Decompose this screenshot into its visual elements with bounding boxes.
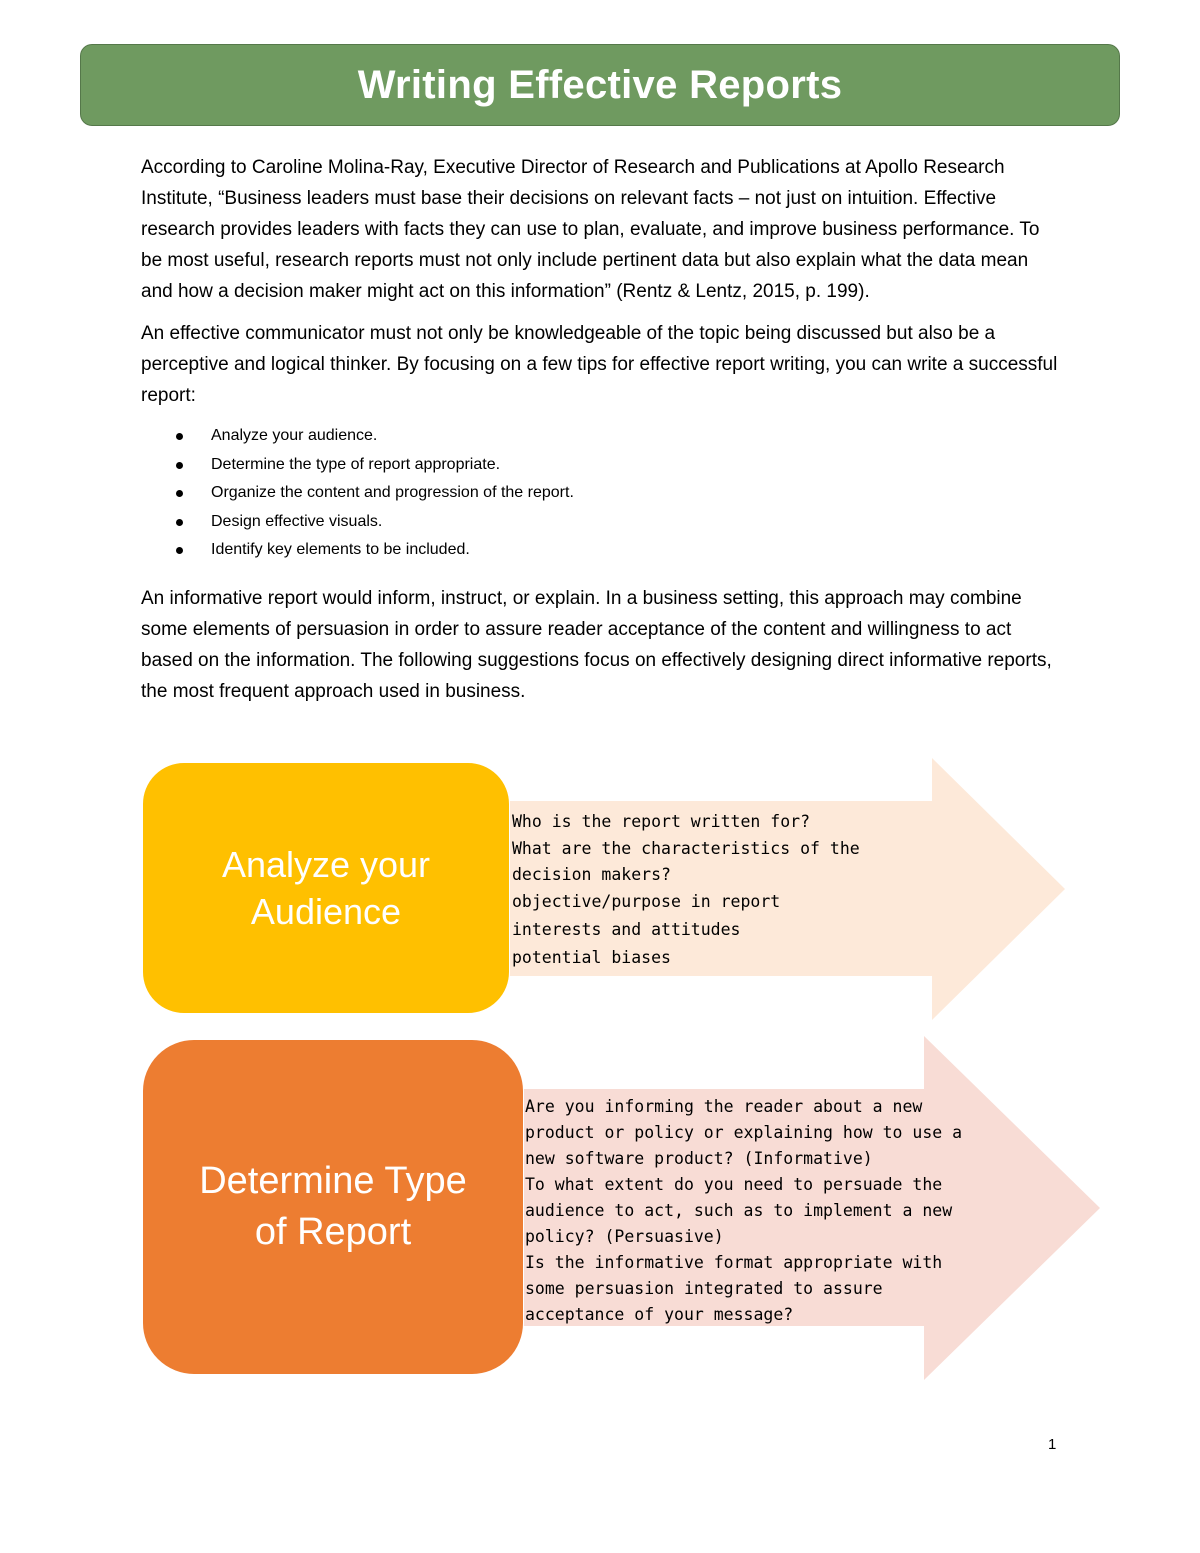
list-item: potential biases [512, 948, 671, 967]
intro-paragraph: According to Caroline Molina-Ray, Executive Director of Research and Publications at Apollo Research Institute, “Business leaders must base their decisions on relevant facts – not just on intuition. Effective research provides leaders with facts they can use to plan, evaluate, and improve business performance. To be most useful, research reports must not only include pertinent data but also explain what the data mean and how a decision maker might act on this information” (Rentz & Lentz, 2015, p. 199). [141, 157, 1040, 302]
step1-question-list [512, 808, 942, 972]
step2-heading-box: Determine Type of Report [142, 1039, 524, 1375]
page-number: 1 [1048, 1436, 1057, 1453]
bullet-icon [176, 490, 183, 497]
list-item: interests and attitudes [512, 920, 741, 939]
communicator-paragraph: An effective communicator must not only be knowledgeable of the topic being discussed but also be a perceptive and logical thinker. By focusing on a few tips for effective report writing, you can write a successful report: [141, 323, 1058, 406]
list-item: Who is the report written for? [512, 812, 811, 831]
informative-paragraph: An informative report would inform, instruct, or explain. In a business setting, this approach may combine some elements of persuasion in order to assure reader acceptance of the content and willingness to act based on the information. The following suggestions focus on effectively designing direct informative reports, the most frequent approach used in business. [141, 587, 1052, 702]
list-item: Is the informative format appropriate with some persuasion integrated to assure acceptance of your message? [525, 1253, 943, 1324]
list-item: Determine the type of report appropriate. [141, 451, 1061, 480]
step1-heading-box: Analyze your Audience [142, 762, 510, 1014]
list-item: objective/purpose in report [512, 892, 781, 911]
list-item: What are the characteristics of the decision makers? [512, 839, 860, 884]
list-item: Organize the content and progression of the report. [141, 479, 1061, 508]
list-item: Design effective visuals. [141, 508, 1061, 537]
title-banner [80, 44, 1120, 126]
list-item: Analyze your audience. [141, 422, 1061, 451]
tips-list [141, 422, 1061, 565]
list-item: To what extent do you need to persuade the audience to act, such as to implement a new policy? (Persuasive) [525, 1175, 953, 1246]
list-item: Are you informing the reader about a new product or policy or explaining how to use a new software product? (Informative) [525, 1097, 963, 1168]
bullet-icon [176, 462, 183, 469]
step2-question-list [525, 1094, 965, 1328]
list-item: Identify key elements to be included. [141, 536, 1061, 565]
bullet-icon [176, 433, 183, 440]
page-title: Writing Effective Reports [357, 62, 843, 107]
bullet-icon [176, 547, 183, 554]
bullet-icon [176, 519, 183, 526]
document-body [141, 152, 1061, 718]
